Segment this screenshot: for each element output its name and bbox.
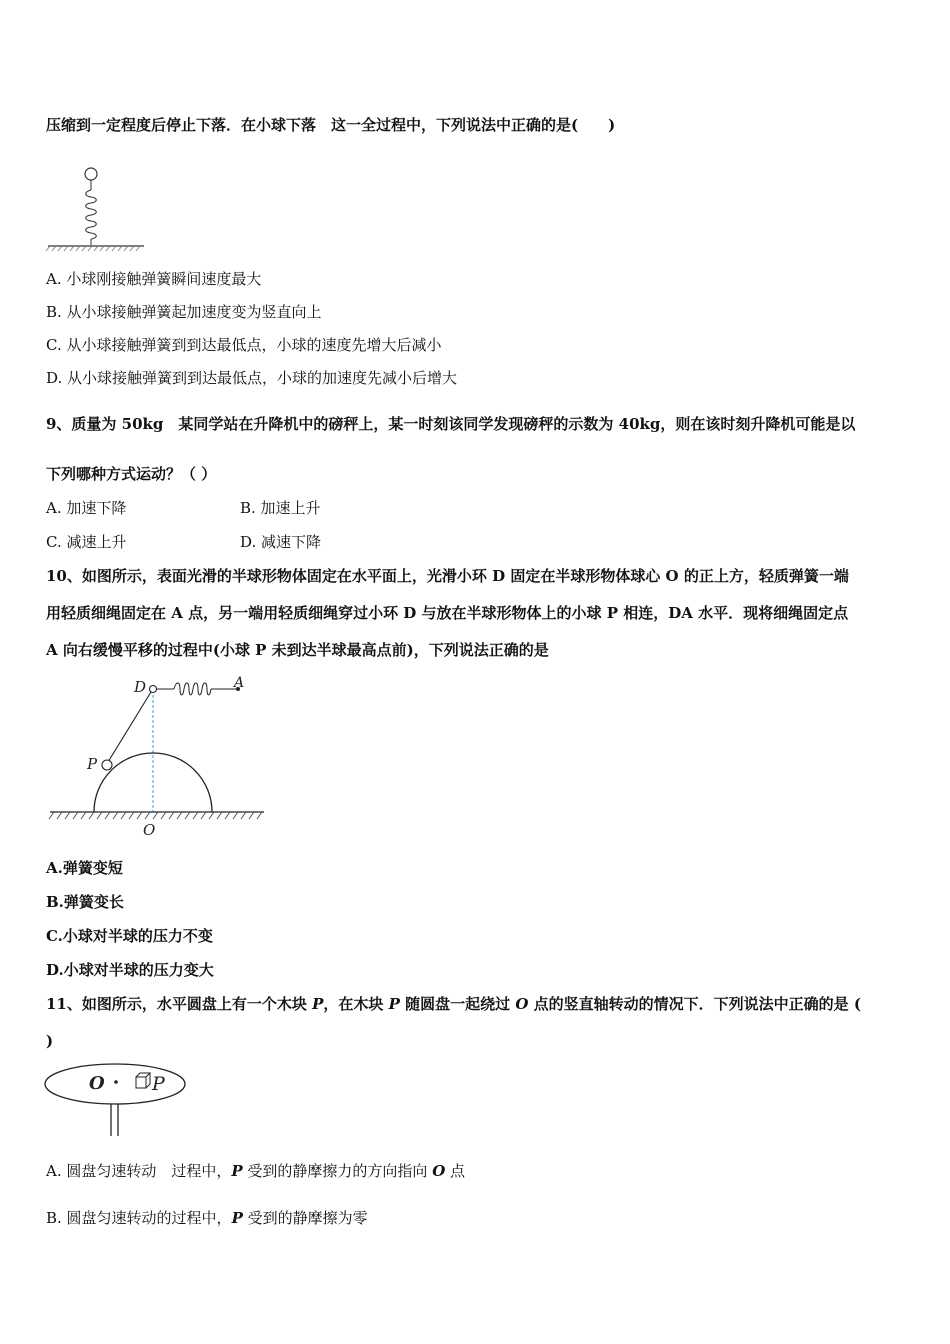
q9-option-c: C. 减速上升 <box>46 533 127 551</box>
q10-option-b: B.弹簧变长 <box>46 893 124 911</box>
q8-stem: 压缩到一定程度后停止下落．在小球下落 这一全过程中，下列说法中正确的是( ) <box>46 116 616 134</box>
q11-stem-line2: ) <box>46 1032 54 1050</box>
q9-option-b: B. 加速上升 <box>240 499 321 517</box>
q9-option-d: D. 减速下降 <box>240 533 322 551</box>
turntable-label-o: O <box>89 1073 105 1094</box>
q10-stem-line2: 用轻质细绳固定在 A 点，另一端用轻质细绳穿过小环 D 与放在半球形物体上的小球 P 相连，DA 水平．现将细绳固定点 <box>46 604 849 622</box>
q11-stem-line1: 11、如图所示，水平圆盘上有一个木块 P，在木块 P 随圆盘一起绕过 O 点的竖直轴转动的情况下．下列说法中正确的是 ( <box>46 995 861 1013</box>
q9-stem-line2: 下列哪种方式运动？（ ） <box>46 465 217 483</box>
hemisphere-spring-figure <box>46 672 270 842</box>
q10-option-a: A.弹簧变短 <box>46 859 123 877</box>
turntable-figure <box>44 1060 190 1140</box>
q11-option-b: B. 圆盘匀速转动的过程中，P 受到的静摩擦为零 <box>46 1209 368 1227</box>
turntable-label-p: P <box>152 1073 165 1095</box>
q8-option-a: A. 小球刚接触弹簧瞬间速度最大 <box>46 270 262 288</box>
q10-stem-line3: A 向右缓慢平移的过程中(小球 P 未到达半球最高点前)，下列说法正确的是 <box>46 641 549 659</box>
q10-option-d: D.小球对半球的压力变大 <box>46 961 214 979</box>
q10-stem-line1: 10、如图所示，表面光滑的半球形物体固定在水平面上，光滑小环 D 固定在半球形物体球心 O 的正上方，轻质弹簧一端 <box>46 567 849 585</box>
label-d: D <box>134 678 147 696</box>
q8-option-c: C. 从小球接触弹簧到到达最低点，小球的速度先增大后减小 <box>46 336 442 354</box>
q10-option-c: C.小球对半球的压力不变 <box>46 927 213 945</box>
q9-option-a: A. 加速下降 <box>46 499 127 517</box>
label-o: O <box>143 821 156 839</box>
label-a: A <box>234 675 245 691</box>
label-p: P <box>87 755 98 773</box>
q8-option-b: B. 从小球接触弹簧起加速度变为竖直向上 <box>46 303 322 321</box>
q9-stem-line1: 9、质量为 50kg 某同学站在升降机中的磅秤上，某一时刻该同学发现磅秤的示数为 40kg，则在该时刻升降机可能是以 <box>46 415 856 433</box>
spring-ball-figure <box>46 162 146 254</box>
q11-option-a: A. 圆盘匀速转动 过程中，P 受到的静摩擦力的方向指向 O 点 <box>46 1162 466 1180</box>
q8-option-d: D. 从小球接触弹簧到到达最低点，小球的加速度先减小后增大 <box>46 369 458 387</box>
